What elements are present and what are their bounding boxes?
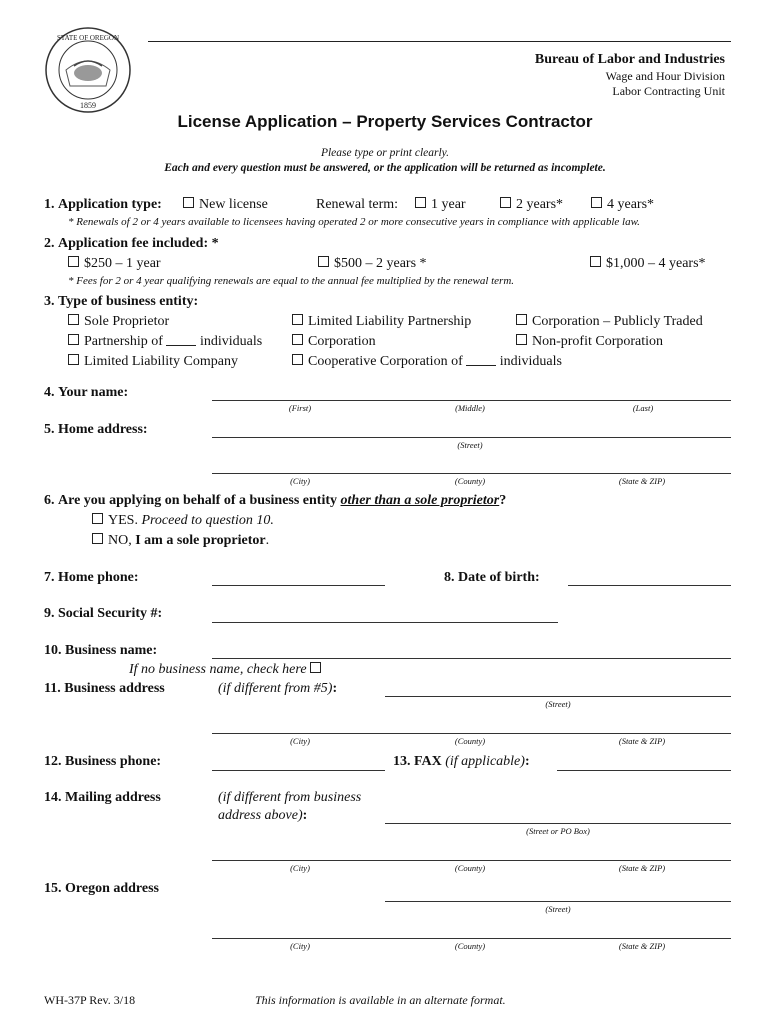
q14-row: 14. Mailing address	[44, 790, 161, 805]
q6-yes-checkbox[interactable]	[92, 513, 103, 524]
q6-yes-option[interactable]: YES. Proceed to question 10.	[92, 513, 274, 529]
fax-field[interactable]	[557, 770, 731, 771]
oregon-city-field[interactable]	[212, 938, 731, 939]
caption-middle: (Middle)	[455, 403, 485, 413]
renewal-term-label: Renewal term:	[316, 197, 399, 212]
org-name: Bureau of Labor and Industries	[534, 52, 725, 67]
llp-checkbox[interactable]	[292, 314, 303, 325]
caption-county: (County)	[454, 476, 486, 486]
ssn-field[interactable]	[212, 622, 558, 623]
cooperative-option[interactable]: Cooperative Corporation of individuals	[292, 354, 562, 370]
renewal-4yr-checkbox[interactable]	[591, 197, 602, 208]
new-license-option[interactable]: New license	[183, 197, 268, 213]
corporation-checkbox[interactable]	[292, 334, 303, 345]
seal-year: 1859	[80, 101, 96, 110]
no-business-name-option[interactable]: If no business name, check here	[129, 662, 326, 678]
sole-proprietor-checkbox[interactable]	[68, 314, 79, 325]
llp-option[interactable]: Limited Liability Partnership	[292, 314, 471, 330]
q9-label: Social Security #:	[58, 606, 163, 621]
caption-county: (County)	[454, 941, 486, 951]
public-corp-checkbox[interactable]	[516, 314, 527, 325]
q8-row: 8. Date of birth:	[444, 570, 540, 585]
caption-street: (Street)	[545, 904, 571, 914]
q6-label: Are you applying on behalf of a business entity	[58, 493, 338, 508]
renewal-2yr-option[interactable]: 2 years*	[500, 197, 563, 213]
cooperative-count-field[interactable]	[466, 355, 496, 366]
fee-1000-checkbox[interactable]	[590, 256, 601, 267]
business-phone-field[interactable]	[212, 770, 385, 771]
instruction-line-1: Please type or print clearly.	[320, 147, 450, 159]
q14-note-line-2: address above):	[218, 808, 308, 823]
q15-label: Oregon address	[65, 881, 159, 896]
q12-row: 12. Business phone:	[44, 754, 162, 769]
caption-street-po-box: (Street or PO Box)	[526, 826, 590, 836]
business-street-field[interactable]	[385, 696, 731, 697]
home-phone-field[interactable]	[212, 585, 385, 586]
q6-no-option[interactable]: NO, I am a sole proprietor.	[92, 533, 269, 549]
caption-county: (County)	[454, 863, 486, 873]
cooperative-checkbox[interactable]	[292, 354, 303, 365]
instruction-line-2: Each and every question must be answered, or the application will be returned as incomplete.	[164, 162, 606, 174]
q2-label: Application fee included: *	[58, 236, 219, 251]
caption-state-zip: (State & ZIP)	[618, 476, 666, 486]
q1-row	[44, 197, 162, 213]
q9-row: 9. Social Security #:	[44, 606, 163, 621]
q3-row: 3. Type of business entity:	[44, 294, 199, 309]
home-city-field[interactable]	[212, 473, 731, 474]
caption-state-zip: (State & ZIP)	[618, 863, 666, 873]
q1-number: 1.	[44, 197, 55, 212]
mailing-city-field[interactable]	[212, 860, 731, 861]
partnership-option[interactable]: Partnership of individuals	[68, 334, 262, 350]
corporation-option[interactable]: Corporation	[292, 334, 376, 350]
q11-label: Business address	[64, 681, 165, 696]
unit-name: Labor Contracting Unit	[612, 84, 725, 98]
seal-text: STATE OF OREGON	[56, 34, 120, 42]
business-name-field[interactable]	[212, 658, 731, 659]
q5-label: Home address:	[58, 422, 148, 437]
q5-row: 5. Home address:	[44, 422, 148, 437]
home-street-field[interactable]	[212, 437, 731, 438]
division-name: Wage and Hour Division	[605, 69, 725, 83]
q10-label: Business name:	[65, 643, 158, 658]
q6-emphasis: other than a sole proprietor	[340, 493, 500, 508]
oregon-state-seal	[44, 26, 132, 114]
alt-format-note: This information is available in an alternate format.	[255, 993, 506, 1007]
nonprofit-option[interactable]: Non-profit Corporation	[516, 334, 663, 350]
partnership-checkbox[interactable]	[68, 334, 79, 345]
sole-proprietor-option[interactable]: Sole Proprietor	[68, 314, 169, 330]
caption-city: (City)	[290, 736, 310, 746]
q1-label: Application type:	[58, 197, 162, 212]
fee-250-checkbox[interactable]	[68, 256, 79, 267]
q4-row: 4. Your name:	[44, 385, 129, 400]
caption-city: (City)	[290, 863, 310, 873]
fee-250-option[interactable]: $250 – 1 year	[68, 256, 161, 272]
page-title: License Application – Property Services Contractor	[177, 112, 593, 131]
business-city-field[interactable]	[212, 733, 731, 734]
q7-label: Home phone:	[58, 570, 139, 585]
header-rule	[148, 41, 731, 42]
new-license-checkbox[interactable]	[183, 197, 194, 208]
renewal-2yr-checkbox[interactable]	[500, 197, 511, 208]
caption-street: (Street)	[545, 699, 571, 709]
q2-row: 2. Application fee included: *	[44, 236, 219, 251]
renewal-4yr-option[interactable]: 4 years*	[591, 197, 654, 213]
caption-city: (City)	[290, 941, 310, 951]
q15-row: 15. Oregon address	[44, 881, 159, 896]
public-corp-option[interactable]: Corporation – Publicly Traded	[516, 314, 703, 330]
oregon-street-field[interactable]	[385, 901, 731, 902]
caption-city: (City)	[290, 476, 310, 486]
q6-row: 6. Are you applying on behalf of a business entity other than a sole proprietor?	[44, 493, 507, 508]
q13-row: 13. FAX (if applicable):	[393, 754, 530, 769]
form-id: WH-37P Rev. 3/18	[44, 993, 136, 1007]
q8-label: Date of birth:	[458, 570, 540, 585]
nonprofit-checkbox[interactable]	[516, 334, 527, 345]
caption-street: (Street)	[457, 440, 483, 450]
caption-first: (First)	[288, 403, 312, 413]
renewal-1yr-checkbox[interactable]	[415, 197, 426, 208]
llc-option[interactable]: Limited Liability Company	[68, 354, 238, 370]
no-business-name-checkbox[interactable]	[310, 662, 321, 673]
caption-state-zip: (State & ZIP)	[618, 941, 666, 951]
q14-note-line-1: (if different from business	[218, 790, 362, 805]
caption-county: (County)	[454, 736, 486, 746]
q13-label: FAX	[414, 754, 442, 769]
q11-row: 11. Business address	[44, 681, 165, 696]
fee-1000-option[interactable]: $1,000 – 4 years*	[590, 256, 706, 272]
caption-last: (Last)	[632, 403, 654, 413]
q3-label: Type of business entity:	[58, 294, 199, 309]
fee-500-checkbox[interactable]	[318, 256, 329, 267]
name-field[interactable]	[212, 400, 731, 401]
mailing-street-field[interactable]	[385, 823, 731, 824]
q14-label: Mailing address	[65, 790, 161, 805]
q6-no-checkbox[interactable]	[92, 533, 103, 544]
fee-500-option[interactable]: $500 – 2 years *	[318, 256, 427, 272]
llc-checkbox[interactable]	[68, 354, 79, 365]
q7-row: 7. Home phone:	[44, 570, 139, 585]
partnership-count-field[interactable]	[166, 335, 196, 346]
q2-note: * Fees for 2 or 4 year qualifying renewals are equal to the annual fee multiplied by the renewal term.	[68, 275, 515, 287]
q11-note: (if different from #5):	[218, 681, 338, 696]
date-of-birth-field[interactable]	[568, 585, 731, 586]
q12-label: Business phone:	[65, 754, 162, 769]
q10-row: 10. Business name:	[44, 643, 158, 658]
q4-label: Your name:	[58, 385, 129, 400]
caption-state-zip: (State & ZIP)	[618, 736, 666, 746]
renewal-1yr-option[interactable]: 1 year	[415, 197, 466, 213]
q1-note: * Renewals of 2 or 4 years available to licensees having operated 2 or more consecutive years in compliance with applicable law.	[68, 216, 640, 228]
